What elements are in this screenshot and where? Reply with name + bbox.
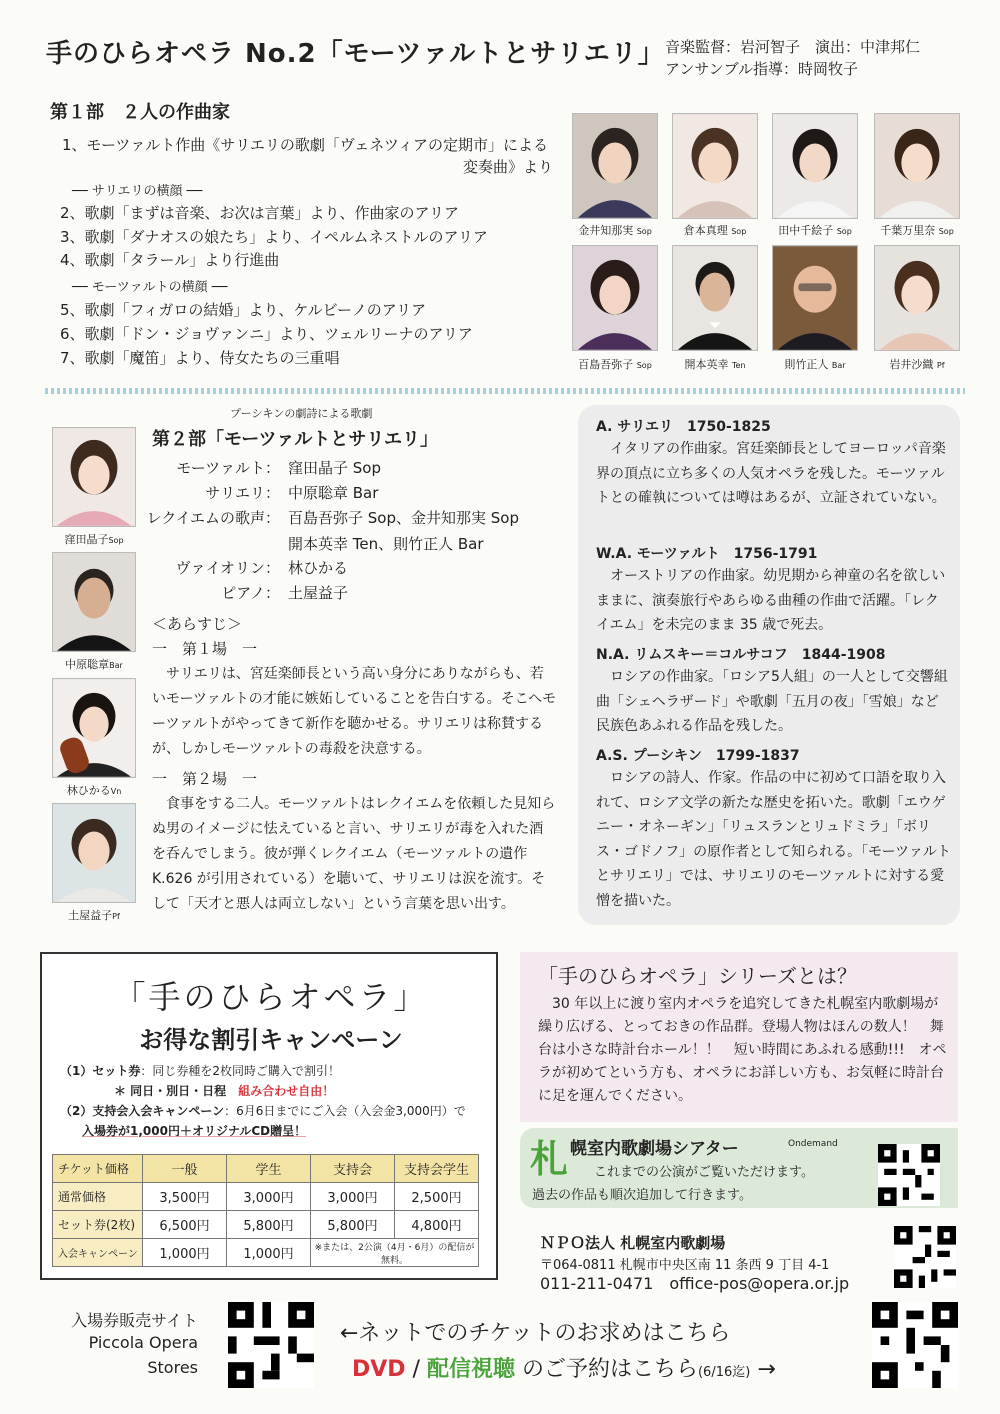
cast-role: サリエリ： [205,484,280,502]
cast-role: ピアノ： [221,584,280,602]
theater-name: 幌室内歌劇場シアター [570,1139,739,1159]
arrow-right-icon: → [750,1357,776,1382]
campaign-box [40,952,498,1280]
organization-contact: 011-211-0471 office-pos@opera.or.jp [540,1274,850,1293]
program-item-3: 3、歌劇「ダナオスの娘たち」より、イペルムネストルのアリア [60,228,488,246]
campaign-line-4: 入場券が1,000円＋オリジナルCD贈呈！ [82,1124,307,1138]
performer-caption: 則竹正人 Bar [784,358,846,371]
table-cell: 3,000円 [311,1183,395,1211]
performer-photo [672,113,758,219]
campaign-title: 「手のひらオペラ」 [113,978,429,1016]
table-row [53,1183,479,1211]
synopsis-label: ＜あらすじ＞ [152,615,243,633]
campaign-line-3: （2）支持会入会キャンペーン：6月6日までにご入会（入会金3,000円）で [60,1104,466,1118]
table-cell: 1,000円 [143,1239,227,1267]
part2-preheading: プーシキンの劇詩による歌劇 [230,407,373,420]
performer-caption: 金井知那実 Sop [578,224,652,237]
performer-photo [772,113,858,219]
program-item-5: 5、歌劇「フィガロの結婚」より、ケルビーノのアリア [60,301,427,319]
organization-address: 〒064-0811 札幌市中央区南 11 条西 9 丁目 4-1 [540,1258,830,1273]
campaign-subtitle: お得な割引キャンペーン [139,1026,403,1054]
program-item-7: 7、歌劇「魔笛」より、侍女たちの三重唱 [60,349,340,367]
performer-photo [874,113,960,219]
performer-caption: 倉本真理 Sop [683,224,747,237]
table-cell: 3,000円 [227,1183,311,1211]
theater-line-1: これまでの公演がご覧いただけます。 [594,1165,814,1180]
scene1-text: サリエリは、宮廷楽師長という高い身分にありながらも、若いモーツァルトの才能に嫉妬していることを告白する。そこへモーツァルトがやってきて新作を聴かせる。サリエリは称賛するが、しかしモーツァルトの毒殺を決意する。 [152,666,557,757]
cast-name: 林ひかる [288,559,349,577]
credits [665,36,920,80]
cast-name: 窪田晶子 Sop [288,459,381,477]
cast-name: 中原聡章 Bar [288,484,379,502]
cast-caption: 土屋益子Pf [68,909,120,922]
scene2-text: 食事をする二人。モーツァルトはレクイエムを依頼した見知らぬ男のイメージに怯えていると言い、サリエリが毒を入れた酒を呑んでしまう。彼が弾くレクイエム（モーツァルトの遺作 K.626 が引用されている）を聴いて、サリエリは涙を流す。そして「天才と悪人は両立しない」という言葉を思い出す。 [152,796,556,912]
table-row [53,1239,479,1267]
table-cell: 3,500円 [143,1183,227,1211]
cast-name: 土屋益子 [288,584,349,602]
campaign-line-2: ＊ 同日・別日・日程 組み合わせ自由！ [114,1084,335,1098]
theater-line-2: 過去の作品も順次追加して行きます。 [532,1188,752,1203]
performer-caption: 百島吾弥子 Sop [578,358,652,371]
bio-heading: W.A. モーツァルト 1756-1791 [596,546,818,562]
credit-line-1: 音楽監督：岩河智子 演出：中津邦仁 [665,38,921,56]
dvd-reservation-text[interactable]: DVD / 配信視聴 のご予約はこちら(6/16迄) → [352,1357,776,1382]
bio-text: ロシアの詩人、作家。作品の中に初めて口語を取り入れて、ロシア文学の新たな歴史を拓いた。歌劇「エウゲニー・オネーギン」「リュスランとリュドミラ」「ボリス・ゴドノフ」の原作者として知られる。「モーツァルトとサリエリ」では、サリエリのモーツァルトに対する愛憎を描いた。 [596,770,951,909]
program-item-4: 4、歌劇「タラール」より行進曲 [60,251,280,269]
ondemand-label: Ondemand [788,1139,838,1149]
table-header: 支持会学生 [395,1155,479,1183]
performer-caption: 開本英幸 Ten [684,358,746,371]
part2-heading: 第２部「モーツァルトとサリエリ」 [152,429,439,450]
stream-label: 配信視聴 [426,1357,515,1382]
table-header-row [53,1155,479,1183]
cast-photo [52,803,136,903]
table-cell: 6,500円 [143,1211,227,1239]
program-item-6: 6、歌劇「ドン・ジョヴァンニ」より、ツェルリーナのアリア [60,325,473,343]
dvd-label: DVD [352,1357,406,1382]
shop-label-1: 入場券販売サイト [71,1311,198,1330]
table-header: 学生 [227,1155,311,1183]
cast-name: 百島吾弥子 Sop、金井知那実 Sop [288,509,519,527]
ticket-link-text[interactable]: ←ネットでのチケットのお求めはこちら [340,1321,731,1346]
table-row [53,1211,479,1239]
table-header: 支持会 [311,1155,395,1183]
qr-code-icon[interactable] [894,1226,956,1288]
bio-heading: A.S. プーシキン 1799-1837 [596,748,800,764]
theater-logo-kanji: 札 [530,1137,569,1181]
performer-photo [572,113,658,219]
page-title: 手のひらオペラ No.2「モーツァルトとサリエリ」 [46,39,665,69]
program-item-1-cont: 変奏曲》より [463,158,554,176]
shop-label-3: Stores [147,1358,198,1377]
cast-role: レクイエムの歌声： [146,509,280,527]
table-cell: セット券(2枚) [53,1211,143,1239]
bio-text: オーストリアの作曲家。幼児期から神童の名を欲しいままに、演奏旅行やあらゆる曲種の作曲で活躍。「レクイエム」を未完のまま 35 歳で死去。 [596,568,946,633]
cast-caption: 中原聡章Bar [65,658,123,671]
deadline-label: (6/16迄) [697,1365,751,1380]
scene1-label: 一 第１場 一 [152,640,258,658]
performer-caption: 岩井沙織 Pf [889,358,945,371]
program-item-1: 1、モーツァルト作曲《サリエリの歌劇「ヴェネツィアの定期市」による [62,136,548,154]
table-header: チケット価格 [53,1155,143,1183]
table-cell: 4,800円 [395,1211,479,1239]
cast-name: 開本英幸 Ten、則竹正人 Bar [288,535,484,553]
performer-photo [874,245,960,351]
table-cell: 入会キャンペーン [53,1239,143,1267]
bio-heading: N.A. リムスキー＝コルサコフ 1844-1908 [596,647,886,663]
mozart-subheading: ── モーツァルトの横顔 ── [72,280,228,295]
campaign-line-1: （1）セット券：同じ券種を2枚同時ご購入で割引！ [60,1064,340,1078]
table-cell: 通常価格 [53,1183,143,1211]
cast-photo [52,678,136,778]
bio-text: イタリアの作曲家。宮廷楽師長としてヨーロッパ音楽界の頂点に立ち多くの人気オペラを残した。モーツァルトとの確執については噂はあるが、立証されていない。 [596,441,946,506]
table-header: 一般 [143,1155,227,1183]
cast-caption: 窪田晶子Sop [64,533,124,546]
series-title: 「手のひらオペラ」シリーズとは？ [538,964,857,988]
cast-photo [52,552,136,652]
bio-heading: A. サリエリ 1750-1825 [596,419,771,435]
performer-caption: 千葉万里奈 Sop [880,224,954,237]
qr-code-icon[interactable] [878,1144,940,1206]
table-cell: 1,000円 [227,1239,311,1267]
qr-code-icon[interactable] [228,1302,314,1388]
part1-heading: 第１部 ２人の作曲家 [50,102,230,123]
scene2-label: 一 第２場 一 [152,770,258,788]
bio-text: ロシアの作曲家。「ロシア5人組」の一人として交響組曲「シェヘラザード」や歌劇「五月の夜」「雪娘」など民族色あふれる作品を残した。 [596,669,948,734]
series-text: 30 年以上に渡り室内オペラを追究してきた札幌室内歌劇場が繰り広げる、とっておきの作品群。登場人物はほんの数人！ 舞台は小さな時計台ホール！！ 短い時間にあふれる感動!!! オペラが初めてという方も、オペラにお詳しい方も、お気軽に時計台に足を運んでください。 [538,996,947,1104]
performer-photo [672,245,758,351]
section-divider [45,388,965,394]
table-cell: 5,800円 [311,1211,395,1239]
shop-label-2: Piccola Opera [88,1333,198,1352]
table-cell: 5,800円 [227,1211,311,1239]
organization-name: ＮＰＯ法人 札幌室内歌劇場 [540,1234,726,1252]
performer-photo [572,245,658,351]
salieri-subheading: ── サリエリの横顔 ── [72,184,203,199]
cast-role: ヴァイオリン： [175,559,280,577]
qr-code-icon[interactable] [872,1302,958,1388]
performer-photo [772,245,858,351]
cast-role: モーツァルト： [176,459,280,477]
price-table [52,1154,479,1267]
cast-caption: 林ひかるVn [66,784,122,797]
performer-caption: 田中千絵子 Sop [778,224,852,237]
credit-line-2: アンサンブル指導：時岡牧子 [665,60,859,78]
program-item-2: 2、歌劇「まずは音楽、お次は言葉」より、作曲家のアリア [60,204,459,222]
table-cell: 2,500円 [395,1183,479,1211]
table-cell: ※または、2公演（4月・6月）の配信が無料。 [311,1239,479,1267]
